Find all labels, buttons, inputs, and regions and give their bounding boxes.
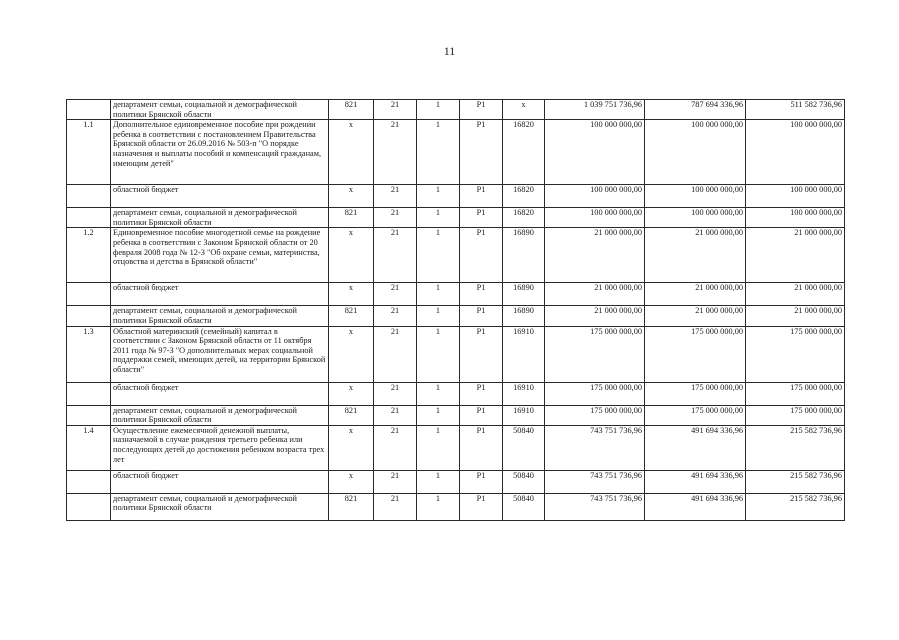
code-grbs: 821 [329,493,374,520]
code-program: 21 [374,405,417,425]
row-number: 1.1 [67,120,111,185]
code-grbs: x [329,470,374,493]
code-program: 21 [374,120,417,185]
code-project: P1 [460,100,503,120]
amount-year-1: 175 000 000,00 [545,326,645,382]
amount-year-2: 491 694 336,96 [645,470,746,493]
row-number: 1.4 [67,425,111,470]
code-program: 21 [374,283,417,306]
table-row [67,208,845,228]
code-program: 21 [374,208,417,228]
code-program: 21 [374,493,417,520]
row-name: департамент семьи, социальной и демографической политики Брянской области [111,208,329,228]
amount-year-3: 511 582 736,96 [746,100,845,120]
row-name: Дополнительное единовременное пособие при рождении ребенка в соответствии с постановлением Правительства Брянской области от 26.09.2016 № 503-п "О порядке назначения и выплаты пособий и компенсаций гражданам, имеющим детей" [111,120,329,185]
row-name: Областной материнский (семейный) капитал в соответствии с Законом Брянской области от 11 октября 2011 года № 97-З "О дополнительных мерах социальной поддержки семей, имеющих детей, на территории Брянской области" [111,326,329,382]
amount-year-1: 21 000 000,00 [545,306,645,326]
row-name: Осуществление ежемесячной денежной выплаты, назначаемой в случае рождения третьего ребенка или последующих детей до достижения ребенком возраста трех лет [111,425,329,470]
amount-year-1: 175 000 000,00 [545,382,645,405]
amount-year-3: 21 000 000,00 [746,228,845,283]
row-number [67,185,111,208]
amount-year-3: 21 000 000,00 [746,306,845,326]
row-name: департамент семьи, социальной и демографической политики Брянской области [111,405,329,425]
code-direction: 16820 [503,185,545,208]
row-number [67,382,111,405]
amount-year-2: 491 694 336,96 [645,493,746,520]
code-subprogram: 1 [417,185,460,208]
code-grbs: x [329,283,374,306]
amount-year-1: 175 000 000,00 [545,405,645,425]
code-project: P1 [460,208,503,228]
code-direction: 16910 [503,326,545,382]
row-number [67,283,111,306]
amount-year-2: 491 694 336,96 [645,425,746,470]
table-row [67,425,845,470]
row-name: областной бюджет [111,470,329,493]
code-grbs: 821 [329,306,374,326]
amount-year-2: 175 000 000,00 [645,382,746,405]
code-subprogram: 1 [417,493,460,520]
code-subprogram: 1 [417,326,460,382]
amount-year-3: 215 582 736,96 [746,425,845,470]
amount-year-1: 100 000 000,00 [545,120,645,185]
row-name: департамент семьи, социальной и демографической политики Брянской области [111,493,329,520]
code-grbs: 821 [329,208,374,228]
amount-year-3: 175 000 000,00 [746,326,845,382]
code-project: P1 [460,470,503,493]
row-number [67,405,111,425]
amount-year-2: 100 000 000,00 [645,208,746,228]
code-subprogram: 1 [417,425,460,470]
code-grbs: x [329,120,374,185]
amount-year-2: 175 000 000,00 [645,326,746,382]
row-number [67,470,111,493]
code-direction: 16890 [503,283,545,306]
code-program: 21 [374,470,417,493]
code-program: 21 [374,100,417,120]
code-project: P1 [460,283,503,306]
code-subprogram: 1 [417,306,460,326]
code-direction: 16910 [503,382,545,405]
code-subprogram: 1 [417,120,460,185]
code-direction: 16910 [503,405,545,425]
row-number: 1.2 [67,228,111,283]
row-name: областной бюджет [111,185,329,208]
amount-year-2: 100 000 000,00 [645,185,746,208]
code-program: 21 [374,306,417,326]
code-subprogram: 1 [417,228,460,283]
row-name: департамент семьи, социальной и демографической политики Брянской области [111,306,329,326]
table-row [67,405,845,425]
row-name: департамент семьи, социальной и демографической политики Брянской области [111,100,329,120]
amount-year-3: 100 000 000,00 [746,208,845,228]
amount-year-1: 100 000 000,00 [545,185,645,208]
code-grbs: 821 [329,100,374,120]
row-name: областной бюджет [111,382,329,405]
code-subprogram: 1 [417,405,460,425]
code-project: P1 [460,306,503,326]
amount-year-2: 21 000 000,00 [645,228,746,283]
code-grbs: x [329,425,374,470]
code-direction: 50840 [503,493,545,520]
row-name: областной бюджет [111,283,329,306]
code-direction: 50840 [503,470,545,493]
amount-year-3: 215 582 736,96 [746,493,845,520]
amount-year-3: 175 000 000,00 [746,405,845,425]
row-number [67,493,111,520]
amount-year-2: 100 000 000,00 [645,120,746,185]
code-direction: x [503,100,545,120]
row-number: 1.3 [67,326,111,382]
code-project: P1 [460,326,503,382]
amount-year-3: 175 000 000,00 [746,382,845,405]
code-direction: 16890 [503,306,545,326]
code-project: P1 [460,425,503,470]
table-row [67,326,845,382]
row-number [67,100,111,120]
code-project: P1 [460,493,503,520]
code-grbs: 821 [329,405,374,425]
row-number [67,208,111,228]
table-row [67,493,845,520]
code-grbs: x [329,185,374,208]
code-direction: 16820 [503,120,545,185]
page-number: 11 [443,44,456,58]
code-program: 21 [374,185,417,208]
code-project: P1 [460,405,503,425]
code-program: 21 [374,228,417,283]
code-project: P1 [460,120,503,185]
amount-year-3: 100 000 000,00 [746,120,845,185]
code-project: P1 [460,185,503,208]
code-program: 21 [374,382,417,405]
code-grbs: x [329,326,374,382]
code-grbs: x [329,228,374,283]
table-row [67,120,845,185]
amount-year-1: 21 000 000,00 [545,283,645,306]
code-program: 21 [374,326,417,382]
code-subprogram: 1 [417,208,460,228]
code-program: 21 [374,425,417,470]
amount-year-2: 21 000 000,00 [645,306,746,326]
amount-year-1: 743 751 736,96 [545,470,645,493]
table-row [67,185,845,208]
code-subprogram: 1 [417,283,460,306]
code-direction: 16820 [503,208,545,228]
row-number [67,306,111,326]
table-row [67,283,845,306]
amount-year-2: 787 694 336,96 [645,100,746,120]
table-row [67,470,845,493]
amount-year-1: 100 000 000,00 [545,208,645,228]
code-project: P1 [460,228,503,283]
code-direction: 50840 [503,425,545,470]
amount-year-2: 175 000 000,00 [645,405,746,425]
code-direction: 16890 [503,228,545,283]
code-subprogram: 1 [417,382,460,405]
amount-year-1: 743 751 736,96 [545,425,645,470]
amount-year-3: 21 000 000,00 [746,283,845,306]
amount-year-2: 21 000 000,00 [645,283,746,306]
code-subprogram: 1 [417,470,460,493]
table-row [67,306,845,326]
code-grbs: x [329,382,374,405]
amount-year-1: 1 039 751 736,96 [545,100,645,120]
table-row [67,100,845,120]
amount-year-3: 100 000 000,00 [746,185,845,208]
amount-year-1: 743 751 736,96 [545,493,645,520]
code-subprogram: 1 [417,100,460,120]
table-row [67,382,845,405]
code-project: P1 [460,382,503,405]
amount-year-1: 21 000 000,00 [545,228,645,283]
row-name: Единовременное пособие многодетной семье на рождение ребенка в соответствии с Законом Брянской области от 20 февраля 2008 года № 12-З "Об охране семьи, материнства, отцовства и детства в Брянской области" [111,228,329,283]
budget-table [66,99,845,521]
amount-year-3: 215 582 736,96 [746,470,845,493]
table-row [67,228,845,283]
